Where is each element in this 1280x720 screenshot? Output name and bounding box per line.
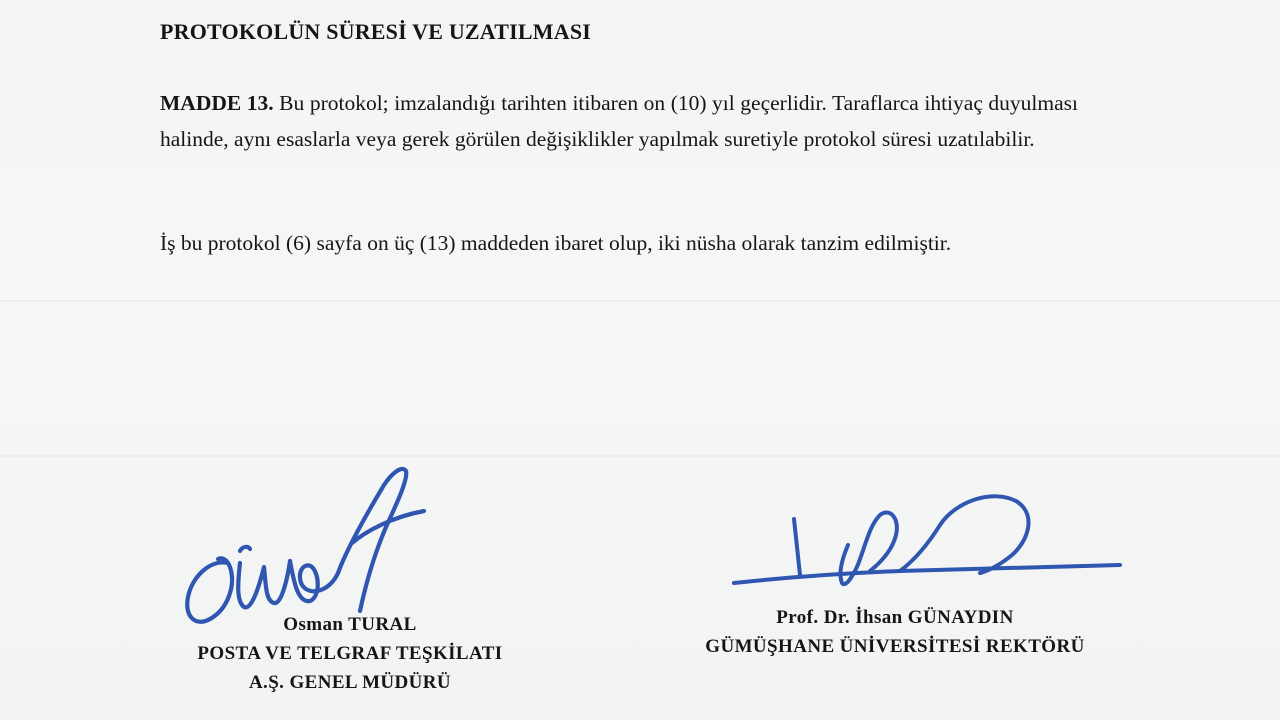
article-paragraph: [160, 86, 1078, 157]
left-signatory-name: Osman TURAL: [283, 614, 417, 635]
paper-fold-line: [0, 300, 1280, 302]
left-signatory-block: [140, 610, 560, 697]
right-signatory-title: GÜMÜŞHANE ÜNİVERSİTESİ REKTÖRÜ: [705, 636, 1085, 657]
left-signatory-title-line1: POSTA VE TELGRAF TEŞKİLATI: [197, 643, 503, 664]
right-signature-icon: [730, 485, 1130, 595]
article-label: MADDE 13.: [160, 91, 274, 115]
left-signatory-title-line2: A.Ş. GENEL MÜDÜRÜ: [248, 672, 452, 693]
article-text: Bu protokol; imzalandığı tarihten itibaren on (10) yıl geçerlidir. Taraflarca ihtiyaç duyulması halinde, aynı esaslarla veya gerek görülen değişiklikler yapılmak suretiyle protokol süresi uzatılabilir.: [160, 91, 1078, 151]
right-signatory-block: [650, 603, 1140, 661]
right-signatory-name: Prof. Dr. İhsan GÜNAYDIN: [776, 607, 1014, 628]
closing-paragraph: İş bu protokol (6) sayfa on üç (13) maddeden ibaret olup, iki nüsha olarak tanzim edilmiştir.: [160, 231, 952, 255]
section-heading: PROTOKOLÜN SÜRESİ VE UZATILMASI: [160, 19, 592, 44]
